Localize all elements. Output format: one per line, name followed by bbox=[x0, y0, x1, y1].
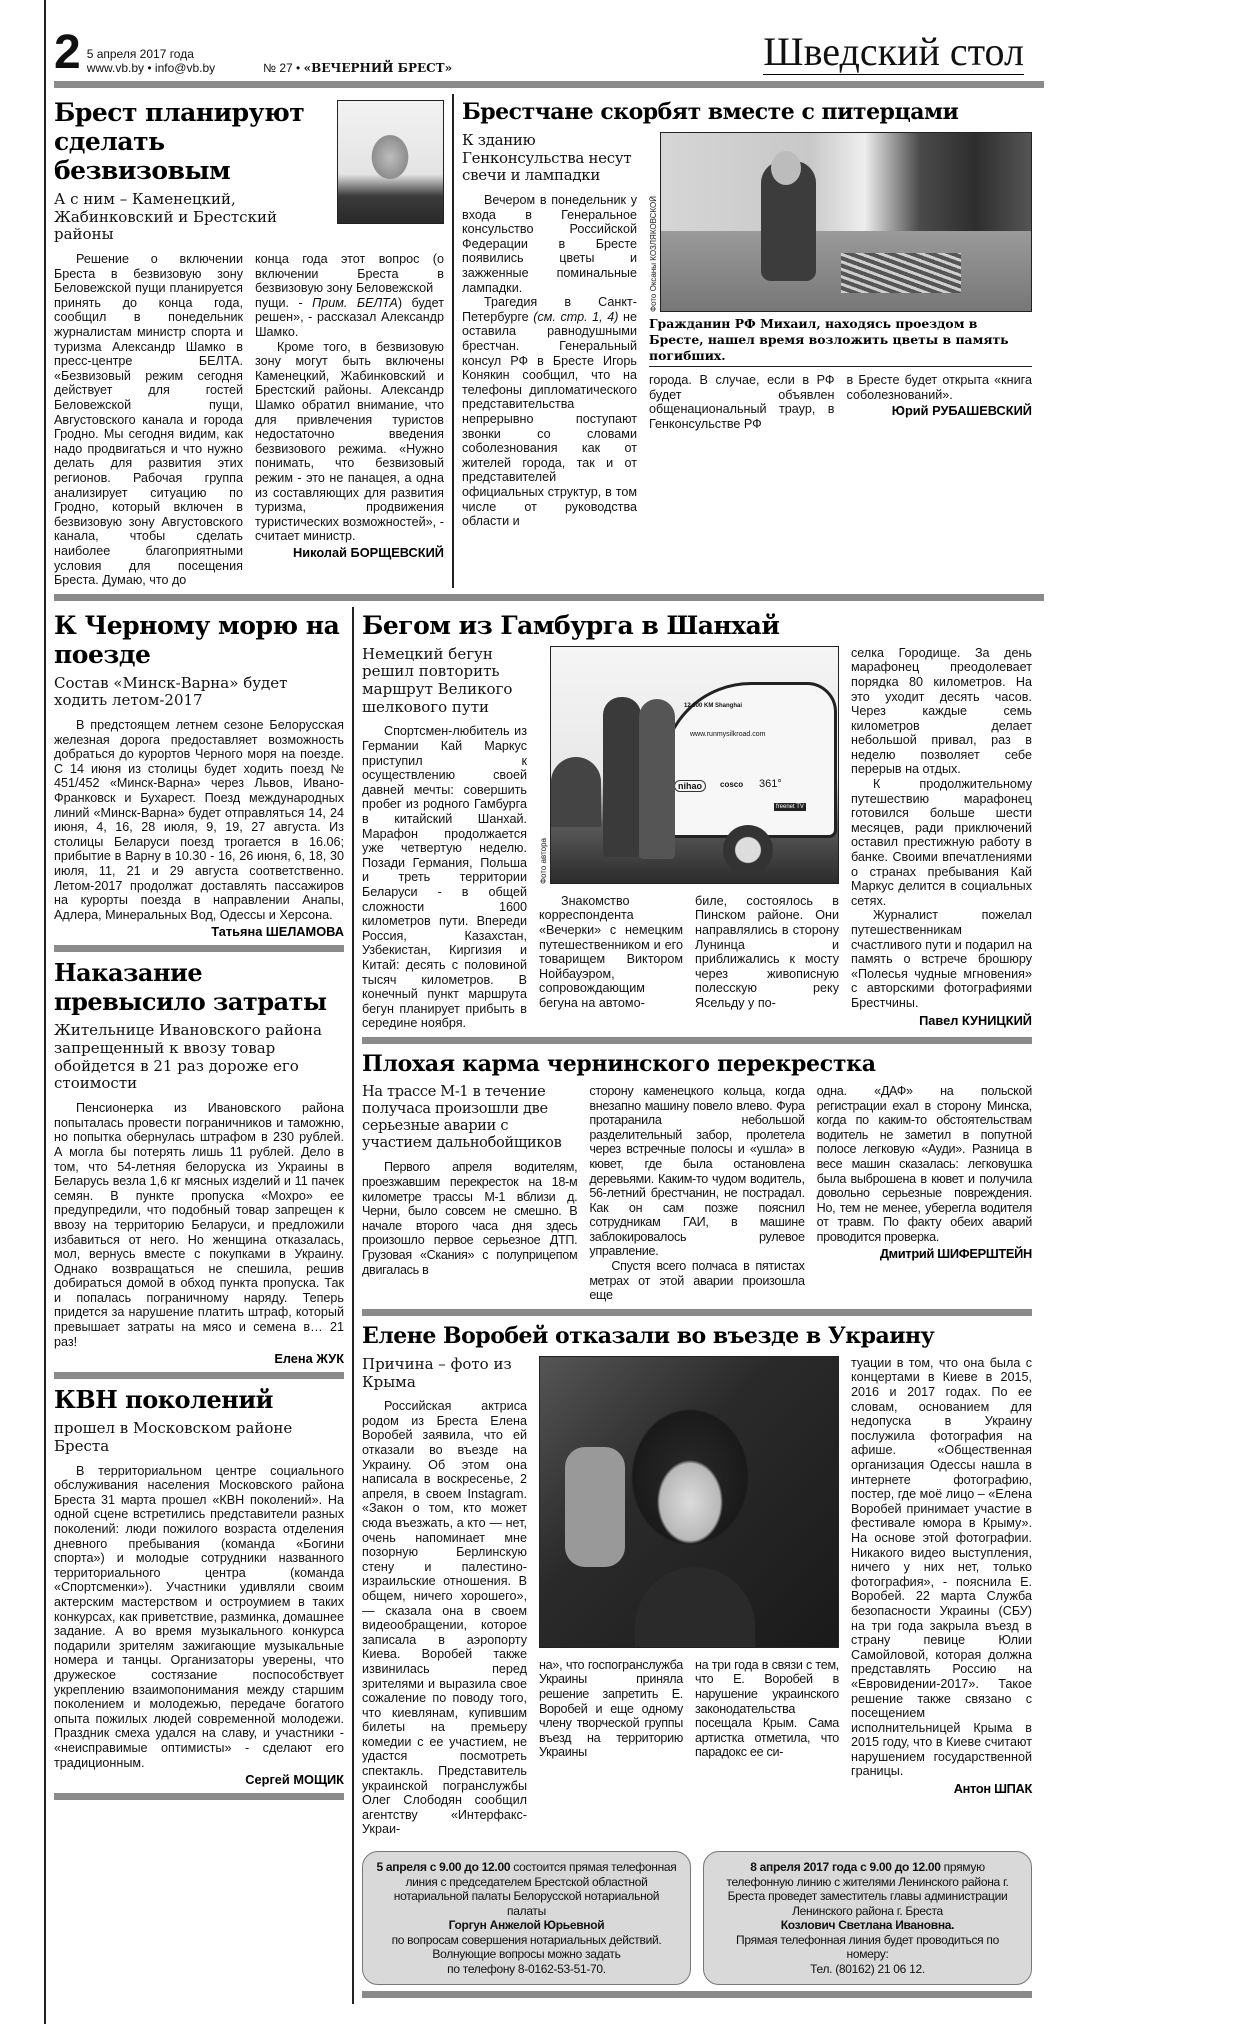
issue-label bbox=[263, 61, 452, 75]
mourning-col3: в Бресте будет открыта «книга соболезнований». Юрий РУБАШЕВСКИЙ bbox=[846, 373, 1032, 419]
visa-free-byline: Николай БОРЩЕВСКИЙ bbox=[293, 544, 444, 560]
crossroad-article bbox=[362, 1050, 1032, 1303]
penalty-body: Пенсионерка из Ивановского района попыталась провести пограничников и таможню, но попытка обернулась штрафом в 230 рублей. А могла бы потерять лишь 11 рублей. Дело в том, что 54-летняя белоруска из Украины в Беларусь везла 1,6 кг мясных изделий и 11 пачек семян. В пункте пропуска «Мохро» ее предупредили, что подобный товар запрещен к ввозу на территорию Беларуси, и предложили избавиться от него. Но женщина отказалась, мол, вернусь вместе с покупками в Украину. Однако возвращаться не спешила, решив добираться домой в обход пункта пропуска. Так и попалась пограничному наряду. Теперь придется за нарушение платить штраф, который превышает затраты на мясо и семена в… 21 раз! bbox=[54, 1101, 344, 1349]
flowers bbox=[841, 253, 961, 293]
vorobey-byline: Антон ШПАК bbox=[953, 1781, 1032, 1797]
issue-number: № 27 • bbox=[263, 61, 301, 75]
crossroad-col2: сторону каменецкого кольца, когда внезапно машину повело влево. Фура протаранила небольшой разделительный забор, пролетела через встречные полосы и «ушла» в кювет, где была остановлена деревьями. Каким-то чудом водитель, 56-летний брестчанин, не пострадал. Как он сам позже пояснил сотрудникам ГАИ, в машине заблокировалось рулевое управление. Спустя всего полчаса в пятистах метрах от этой аварии произошла еще bbox=[589, 1083, 805, 1303]
section-rule bbox=[54, 1372, 344, 1379]
hamburg-col1: Спортсмен-любитель из Германии Кай Маркус приступил к осуществлению своей давней мечты: совершить пробег из родного Гамбурга в китайский Шанхай. Марафон продолжается уже четвертую неделю. Позади Германия, Польша и треть территории Беларуси - в общей сложности 1600 километров пути. Впереди Россия, Казахстан, Узбекистан, Киргизия и Китай: десять с половиной тысяч километров. В конечный пункт маршрута бегун планирует прибыть в середине ноября. bbox=[362, 724, 527, 1031]
black-sea-byline: Татьяна ШЕЛАМОВА bbox=[211, 924, 344, 940]
black-sea-article bbox=[54, 611, 344, 940]
kvn-byline: Сергей МОЩИК bbox=[245, 1772, 344, 1788]
kvn-article bbox=[54, 1385, 344, 1787]
mourning-headline: Брестчане скорбят вместе с питерцами bbox=[462, 99, 959, 125]
person-2 bbox=[639, 699, 675, 859]
vorobey-col2: на», что госпогранслужба Украины приняла решение запретить Е. Воробей и еще одному члену творческой группы въезд на территорию Украины bbox=[539, 1657, 683, 1760]
section-rule bbox=[54, 594, 1044, 601]
trailer-text: 12.000 KM Shanghai bbox=[684, 702, 743, 709]
visa-free-article bbox=[54, 94, 444, 588]
notary-lead: 5 апреля с 9.00 до 12.00 состоится прямая телефонная линия с председателем Брестской областной нотариальной палаты Белорусской нотариальной палаты bbox=[376, 1860, 677, 1918]
penalty-subhead: Жительнице Ивановского района запрещенный к ввозу товар обойдется в 21 раз дороже его стоимости bbox=[54, 1021, 322, 1093]
vorobey-headline: Елене Воробей отказали во въезде в Украину bbox=[362, 1322, 935, 1349]
contacts: www.vb.by • info@vb.by bbox=[86, 61, 216, 75]
crossroad-headline: Плохая карма чернинского перекрестка bbox=[362, 1050, 876, 1077]
sponsor-logo: nihao bbox=[674, 780, 706, 792]
black-sea-body: В предстоящем летнем сезоне Белорусская железная дорога предоставляет возможность добраться до курортов Черного моря на поезде. С 14 июня из столицы будет ходить поезд № 451/452 «Минск-Варна» через Львов, Ивано-Франковск и Бухарест. Поезд международных линий «Минск-Варна» будет отправляться 14, 24 июня, 4, 16, 28 июля, 9, 19, 27 августа. Из столицы Беларуси поезд трогается в 16.06; прибытие в Варну в 10.30 - 16, 26 июня, 6, 18, 30 июля, 11, 21 и 29 августа соответственно. Летом-2017 продолжат доставлять пассажиров на курорты поезда в направлении Анапы, Адлера, Минеральных Вод, Одессы и Херсона. bbox=[54, 718, 344, 922]
crossroad-subhead: На трассе М-1 в течение получаса произошли две серьезные аварии с участием дальнобойщиков bbox=[362, 1083, 562, 1152]
hamburg-col2: Знакомство корреспондента «Вечерки» с немецким путешественником и его товарищем Виктором Нойбауэром, сопровождающим бегуна на автомо- bbox=[539, 893, 683, 1010]
hamburg-subhead: Немецкий бегун решил повторить маршрут Великого шелкового пути bbox=[362, 644, 513, 716]
mourning-photo bbox=[660, 132, 1032, 312]
section-rule bbox=[54, 945, 344, 952]
penalty-headline: Наказание превысило затраты bbox=[54, 958, 327, 1017]
trailer-wheel bbox=[723, 825, 773, 875]
masthead-rule bbox=[54, 81, 1044, 88]
kvn-headline: КВН поколений bbox=[54, 1385, 273, 1415]
vorobey-col3: на три года в связи с тем, что Е. Воробей в нарушение украинского законодательства посещала Крым. Сама артистка отметила, что парадокс ее си- bbox=[695, 1657, 839, 1760]
hamburg-photo bbox=[550, 646, 839, 884]
notary-hotline-notice: 5 апреля с 9.00 до 12.00 состоится прямая телефонная линия с председателем Брестской областной нотариальной палаты Белорусской нотариальной палаты Горгун Анжелой Юрьевной по вопросам совершения нотариальных действий. Волнующие вопросы можно задать по телефону 8-0162-53-51-70. bbox=[362, 1851, 691, 1985]
issue-date: 5 апреля 2017 года bbox=[86, 47, 194, 61]
visa-free-subhead: А с ним – Каменецкий, Жабинковский и Брестский районы bbox=[54, 190, 277, 244]
shoulders bbox=[635, 1567, 755, 1647]
column-rule bbox=[352, 607, 354, 2004]
vorobey-col1: Российская актриса родом из Бреста Елена Воробей заявила, что ей отказали во въезде на Украину. Об этом она написала в воскресенье, 2 апреля, в своем Instagram. «Закон о том, кто может сюда въезжать, а кто — нет, очень напоминает мне позорную Берлинскую стену и палестино-израильские отношения. В общем, ничего хорошего», — сказала она в своем видеообращении, которое записала в аэропорту Киева. Воробей также извинилась перед зрителями и выразила свое сожаление по поводу того, что киевлянам, купившим билеты на премьеру комедии с ее участием, не удастся посмотреть спектакль. Представитель украинской погранслужбы Олег Слободян сообщил агентству «Интерфакс-Украи- bbox=[362, 1399, 527, 1837]
masthead-meta bbox=[87, 47, 215, 75]
person-1 bbox=[603, 697, 641, 857]
admin-hotline-notice: 8 апреля 2017 года с 9.00 до 12.00 прямую телефонную линию с жителями Ленинского района г. Бреста проведет заместитель главы администрации Ленинского района г. Бреста Козлович Светлана Ивановна. Прямая телефонная линия будет проводиться по номеру: Тел. (80162) 21 06 12. bbox=[703, 1851, 1032, 1985]
newspaper-page bbox=[44, 0, 1044, 2024]
section-rule bbox=[362, 1037, 1032, 1044]
section-title: Шведский стол bbox=[763, 29, 1024, 74]
black-sea-headline: К Черному морю на поезде bbox=[54, 610, 340, 669]
mourning-col1: Вечером в понедельник у входа в Генеральное консульство Российской Федерации в Бресте появились цветы и зажженные поминальные лампадки. Трагедия в Санкт-Петербурге (см. стр. 1, 4) не оставила равнодушными брестчан. Генеральный консул РФ в Бресте Игорь Конякин сообщил, что на телефоны дипломатического представительства непрерывно поступают звонки со словами соболезнования как от жителей города, так и от представителей официальных структур, в том числе от руководства области и bbox=[462, 193, 637, 529]
visa-free-headline: Брест планируют сделать безвизовым bbox=[54, 98, 305, 185]
row-main bbox=[54, 607, 1044, 2004]
sponsor-logo: cosco bbox=[720, 779, 744, 789]
mourning-byline: Юрий РУБАШЕВСКИЙ bbox=[891, 403, 1032, 419]
kvn-subhead: прошел в Московском районе Бреста bbox=[54, 1419, 293, 1455]
section-rule bbox=[54, 1793, 344, 1800]
hamburg-article bbox=[362, 611, 1032, 1031]
mourning-photo-credit: Фото Оксаны КОЗЛЯКОВСКОЙ bbox=[649, 196, 658, 312]
beetle-car bbox=[551, 757, 601, 827]
kvn-body: В территориальном центре социального обслуживания населения Московского района Бреста 31 марта прошел «КВН поколений». На одной сцене встретились представители разных поколений: люди пожилого возраста отделения дневного пребывания (команда «Богини спорта») и молодые сотрудники названного территориального центра (команда «Спортсменки»). Участники удивляли своим актерским мастерством и остроумием в таких конкурсах, как приветствие, разминка, домашнее задание. А во время музыкального конкурса подарили зрителям зажигающие музыкальные номера и танцы. Организаторы уверены, что дружеское состязание поспособствует укреплению взаимопонимания между старшим поколением и молодежью, передаче богатого опыта пожилых людей современной молодежи. Праздник смеха удался на славу, и участники - «неисправимые оптимисты» - сделают его традиционным. bbox=[54, 1463, 344, 1770]
left-column bbox=[54, 607, 344, 2004]
hamburg-col3: биле, состоялось в Пинском районе. Они направлялись в сторону Лунинца и приближались к мосту через живописную полесскую реку Ясельду у по- bbox=[695, 893, 839, 1010]
trailer-url: www.runmysilkroad.com bbox=[690, 730, 766, 738]
column-rule bbox=[452, 94, 454, 588]
section-rule bbox=[362, 1991, 1032, 1998]
hamburg-col4: селка Городище. За день марафонец преодолевает порядка 80 километров. На это уходит десять часов. Через каждые семь километров делает небольшой привал, раз в неделю позволяет себе перерыв на отдых. К продолжительному путешествию марафонец готовился больше шести месяцев, ради приключений оставил престижную работу в банке. Своими впечатлениями о странах пребывания Кай Маркус делится в социальных сетях. Журналист пожелал путешественникам счастливого пути и подарил на память о встрече брошюру «Полесья чудные мгновения» с авторскими фотографиями Брестчины. bbox=[851, 645, 1032, 1010]
vorobey-subhead: Причина – фото из Крыма bbox=[362, 1354, 512, 1391]
mourning-col2: города. В случае, если в РФ будет объявлен общенациональный траур, в Генконсульстве РФ bbox=[649, 373, 835, 431]
mourning-subhead: К зданию Генконсульства несут свечи и лампадки bbox=[462, 131, 632, 185]
admin-phone: Тел. (80162) 21 06 12. bbox=[810, 1961, 925, 1976]
page-number: 2 bbox=[54, 26, 79, 79]
row-top bbox=[54, 94, 1044, 588]
hamburg-headline: Бегом из Гамбурга в Шанхай bbox=[362, 610, 780, 640]
black-sea-subhead: Состав «Минск-Варна» будет ходить летом-2017 bbox=[54, 673, 288, 710]
visa-free-col1: Решение о включении Бреста в безвизовую зону Беловежской пущи планируется принять до конца года, сообщил в понедельник журналистам министр спорта и туризма Александр Шамко в пресс-центре БЕЛТА. «Безвизовый режим сегодня действует для гостей Беловежской пущи, Августовского канала и города Гродно. Мы сегодня видим, как надо продвигаться и что нужно делать для развития этих регионов. Рабочая группа анализирует ситуацию по Гродно, который включен в безвизовую зону Августовского канала, чтобы сделать наиболее благоприятными условия для посещения Бреста. Думаю, что до bbox=[54, 252, 243, 588]
mourning-caption: Гражданин РФ Михаил, находясь проездом в Бресте, нашел время возложить цветы в память погибших. bbox=[649, 316, 1032, 367]
sponsor-logo: 361° bbox=[759, 777, 782, 790]
portrait-photo bbox=[337, 100, 444, 224]
notices-row bbox=[362, 1851, 1032, 1985]
right-column bbox=[362, 607, 1044, 2004]
man-head bbox=[771, 151, 801, 185]
notary-phone: по телефону 8-0162-53-51-70. bbox=[447, 1961, 606, 1976]
sponsor-logo: freenet TV bbox=[776, 803, 804, 810]
hand bbox=[565, 1447, 625, 1567]
vorobey-article bbox=[362, 1322, 1032, 1837]
visa-free-col2-top: конца года этот вопрос (о включении Бреста в безвизовую зону Беловежской bbox=[255, 252, 444, 296]
vorobey-photo bbox=[539, 1356, 839, 1648]
penalty-article bbox=[54, 958, 344, 1366]
hamburg-byline: Павел КУНИЦКИЙ bbox=[919, 1012, 1032, 1028]
visa-free-col2: конца года этот вопрос (о включении Бреста в безвизовую зону Беловежской пущи. - Прим. БЕЛТА) будет решен», - рассказал Александр Шамко. Кроме того, в безвизовую зону могут быть включены Каменецкий, Жабинковский и Брестский районы. Александр Шамко обратил внимание, что для привлечения туристов недостаточно введения безвизового режима. «Нужно понимать, что безвизовый режим - это не панацея, а одна из составляющих для развития туризма, продвижения туристических возможностей», - считает министр. Николай БОРЩЕВСКИЙ bbox=[255, 252, 444, 560]
hamburg-photo-credit: Фото автора bbox=[539, 837, 548, 884]
penalty-byline: Елена ЖУК bbox=[274, 1351, 344, 1367]
crossroad-byline: Дмитрий ШИФЕРШТЕЙН bbox=[879, 1246, 1032, 1262]
vorobey-col4: туации в том, что она была с концертами в Киеве в 2015, 2016 и 2017 годах. По ее словам, основанием для недопуска в Украину послужила фотография на афише. «Общественная организация Одессы нашла в интернете фотографию, постер, где моё лицо – «Елена Воробей принимает участие в фестивале юмора в Крыму». На основе этой фотографии. Никакого видео выступления, ничего у них нет, только фотография», - пояснила Е. Воробей. 22 марта Служба безопасности Украины (СБУ) на три года закрыла въезд в страну певице Юлии Самойловой, которая должна представлять Россию на «Евровидении-2017». Такое решение также связано с посещением исполнительницей Крыма в 2015 году, что в Киеве считают нарушением государственной границы. bbox=[851, 1355, 1032, 1779]
admin-name: Козлович Светлана Ивановна. bbox=[780, 1918, 955, 1933]
crossroad-col1: Первого апреля водителям, проезжавшим перекресток на 18-м километре трассы М-1 вблизи д. Черни, было совсем не смешно. В начале второго часа дня здесь произошло первое серьезное ДТП. Грузовая «Скания» с полуприцепом двигалась в bbox=[362, 1160, 578, 1277]
notary-name: Горгун Анжелой Юрьевной bbox=[448, 1918, 605, 1933]
admin-lead: 8 апреля 2017 года с 9.00 до 12.00 прямую телефонную линию с жителями Ленинского района г. Бреста проведет заместитель главы администрации Ленинского района г. Бреста bbox=[726, 1860, 1009, 1918]
trailer bbox=[661, 682, 837, 838]
masthead bbox=[54, 26, 1044, 79]
section-rule bbox=[362, 1309, 1032, 1316]
masthead-left bbox=[54, 26, 453, 79]
crossroad-col3: одна. «ДАФ» на польской регистрации ехал в сторону Минска, когда по каким-то обстоятельствам водитель не заметил в попутной полосе легковую «Ауди». Разница в весе машин сказалась: легковушка была выброшена в кювет и получила довольно серьезные повреждения. Но, тем не менее, уберегла водителя от травм. По факту обеих аварий проводится проверка. bbox=[816, 1083, 1032, 1244]
mourning-article bbox=[462, 94, 1044, 588]
paper-name: «ВЕЧЕРНИЙ БРЕСТ» bbox=[303, 61, 453, 75]
